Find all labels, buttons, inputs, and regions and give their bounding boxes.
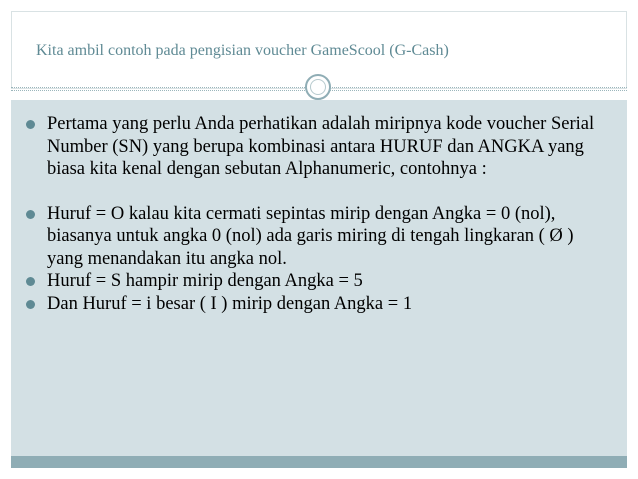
list-item: [26, 293, 606, 316]
bullet-icon: [26, 277, 35, 286]
circle-ornament-icon: [305, 74, 331, 100]
bullet-icon: [26, 300, 35, 309]
bullet-text: Pertama yang perlu Anda perhatikan adalah miripnya kode voucher Serial Number (SN) yang berupa kombinasi antara HURUF dan ANGKA yang biasa kita kenal dengan sebutan Alphanumeric, contohnya :: [47, 114, 595, 179]
list-item: [26, 270, 606, 293]
bullet-list: [26, 113, 606, 315]
slide-title: Kita ambil contoh pada pengisian voucher GameScool (G-Cash): [36, 42, 449, 59]
list-item: [26, 203, 606, 271]
bullet-icon: [26, 210, 35, 219]
circle-ornament-inner: [310, 79, 326, 95]
bullet-text: Dan Huruf = i besar ( I ) mirip dengan Angka = 1: [47, 293, 413, 314]
bullet-text: Huruf = S hampir mirip dengan Angka = 5: [47, 271, 363, 291]
bullet-text: Huruf = O kalau kita cermati sepintas mirip dengan Angka = 0 (nol), biasanya untuk angka 0 (nol) ada garis miring di tengah lingkaran ( Ø ) yang menandakan itu angka nol.: [47, 203, 574, 269]
footer-bar: [11, 456, 627, 468]
list-item: [26, 113, 606, 181]
bullet-icon: [26, 120, 35, 129]
